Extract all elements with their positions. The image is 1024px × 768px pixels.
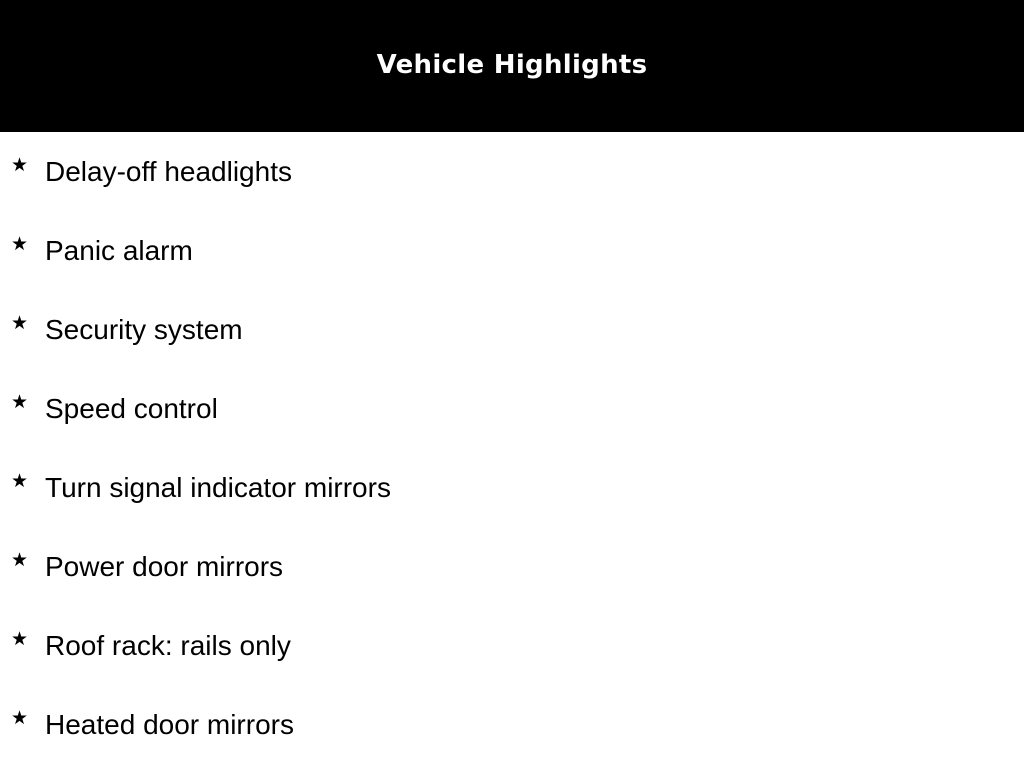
page-title: Vehicle Highlights xyxy=(376,50,648,80)
highlight-label: Roof rack: rails only xyxy=(45,630,291,661)
star-icon: ★ xyxy=(11,313,29,334)
highlight-label: Panic alarm xyxy=(45,235,193,266)
highlight-label: Turn signal indicator mirrors xyxy=(45,472,391,503)
highlight-label: Heated door mirrors xyxy=(45,709,294,740)
star-icon: ★ xyxy=(11,550,29,571)
highlights-list xyxy=(0,132,1024,764)
highlight-label: Power door mirrors xyxy=(45,551,284,582)
highlight-label: Speed control xyxy=(45,393,218,424)
star-icon: ★ xyxy=(11,234,29,255)
star-icon: ★ xyxy=(11,155,29,176)
list-item xyxy=(0,290,1024,369)
star-icon: ★ xyxy=(11,471,29,492)
highlight-label: Delay-off headlights xyxy=(45,156,292,187)
list-item xyxy=(0,685,1024,764)
list-item xyxy=(0,448,1024,527)
list-item xyxy=(0,211,1024,290)
star-icon: ★ xyxy=(11,629,29,650)
header-bar xyxy=(0,0,1024,132)
list-item xyxy=(0,527,1024,606)
highlight-label: Security system xyxy=(45,314,243,345)
list-item xyxy=(0,132,1024,211)
star-icon: ★ xyxy=(11,708,29,729)
list-item xyxy=(0,369,1024,448)
star-icon: ★ xyxy=(11,392,29,413)
list-item xyxy=(0,606,1024,685)
